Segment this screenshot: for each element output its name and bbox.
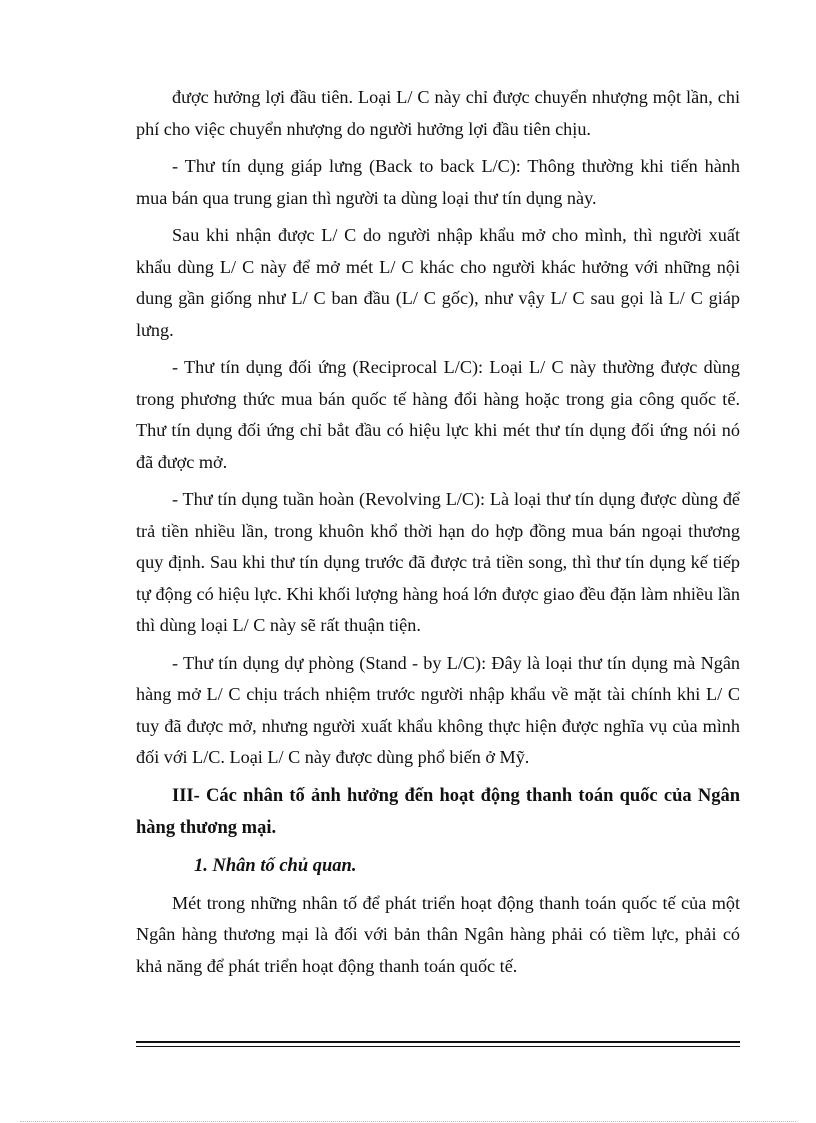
- page-bottom-dotted-border: [20, 1121, 796, 1122]
- paragraph-reciprocal-lc: - Thư tín dụng đối ứng (Reciprocal L/C): Loại L/ C này thường được dùng trong phương thức mua bán quốc tế hàng đổi hàng hoặc trong gia công quốc tế. Thư tín dụng đối ứng chỉ bắt đầu có hiệu lực khi mét thư tín dụng đối ứng nói nó đã được mở.: [136, 357, 740, 472]
- subsection-heading: 1. Nhân tố chủ quan.: [194, 855, 357, 876]
- paragraph-transferable-lc-continued: được hưởng lợi đầu tiên. Loại L/ C này chỉ được chuyển nhượng một lần, chi phí cho việc chuyển nhượng do người hưởng lợi đầu tiên chịu.: [136, 87, 740, 139]
- section-heading: III- Các nhân tố ảnh hưởng đến hoạt động thanh toán quốc của Ngân hàng thương mại.: [136, 785, 740, 838]
- paragraph-back-to-back-lc: - Thư tín dụng giáp lưng (Back to back L/C): Thông thường khi tiến hành mua bán qua trung gian thì người ta dùng loại thư tín dụng này.: [136, 156, 740, 208]
- paragraph-back-to-back-explanation: Sau khi nhận được L/ C do người nhập khẩu mở cho mình, thì người xuất khẩu dùng L/ C này để mở mét L/ C khác cho người khác hưởng với những nội dung gần giống như L/ C ban đầu (L/ C gốc), như vậy L/ C sau gọi là L/ C giáp lưng.: [136, 225, 740, 340]
- footer-rule-thick: [136, 1041, 740, 1043]
- page-body: [136, 82, 740, 988]
- paragraph-subjective-factors: Mét trong những nhân tố để phát triển hoạt động thanh toán quốc tế của một Ngân hàng thương mại là đối với bản thân Ngân hàng phải có tiềm lực, phải có khả năng để phát triển hoạt động thanh toán quốc tế.: [136, 892, 740, 976]
- footer-rule-thin: [136, 1046, 740, 1047]
- paragraph-standby-lc: - Thư tín dụng dự phòng (Stand - by L/C): Đây là loại thư tín dụng mà Ngân hàng mở L/ C chịu trách nhiệm trước người nhập khẩu về mặt tài chính khi L/ C tuy đã được mở, nhưng người xuất khẩu không thực hiện được nghĩa vụ của mình đối với L/C. Loại L/ C này được dùng phổ biến ở Mỹ.: [136, 652, 740, 767]
- paragraph-revolving-lc: - Thư tín dụng tuần hoàn (Revolving L/C): Là loại thư tín dụng được dùng để trả tiền nhiều lần, trong khuôn khổ thời hạn do hợp đồng mua bán ngoại thương quy định. Sau khi thư tín dụng trước đã được trả tiền song, thì thư tín dụng kế tiếp tự động có hiệu lực. Khi khối lượng hàng hoá lớn được giao đều đặn làm nhiều lần thì dùng loại L/ C này sẽ rất thuận tiện.: [136, 489, 740, 635]
